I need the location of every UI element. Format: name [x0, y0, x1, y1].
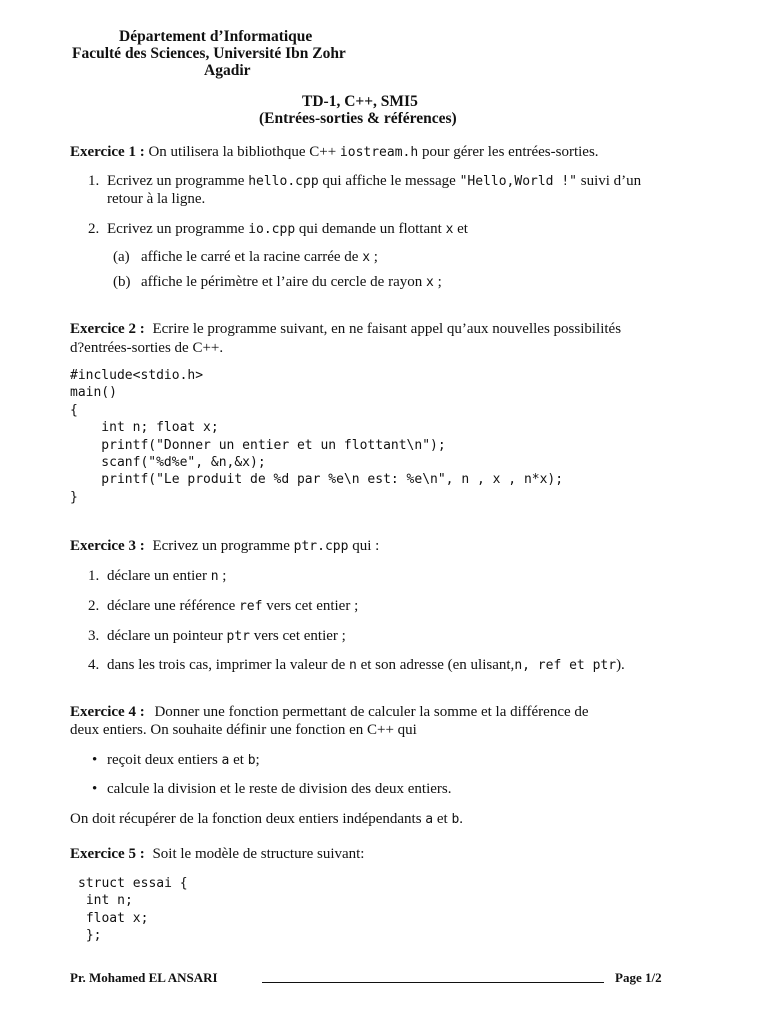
ex3-item-3-end: vers cet entier ;: [253, 628, 346, 644]
ex1-intro-text-end: pour gérer les entrées-sorties.: [421, 144, 599, 160]
ex1-item-2-code-x: x: [445, 222, 454, 237]
exercise-2-intro: [70, 320, 621, 339]
ex4-bullet-1-end: ;: [255, 752, 260, 768]
exercise-1-label: Exercice 1 :: [70, 144, 145, 160]
ex4-closing-text-b: et: [436, 811, 448, 827]
ex4-bullet-1: [107, 751, 260, 770]
ex4-bullet-1-text: reçoit deux entiers: [107, 752, 218, 768]
ex3-item-3-number: 3.: [88, 628, 100, 644]
ex1-item-1-text: Ecrivez un programme: [107, 173, 245, 189]
footer-page-number: Page 1/2: [615, 970, 662, 985]
footer-rule: [262, 982, 604, 983]
ex1-item-1-number: 1.: [88, 173, 100, 189]
ex1-sub-b-label: (b): [113, 274, 131, 290]
ex1-sub-b-text: affiche le périmètre et l’aire du cercle de rayon: [141, 274, 423, 290]
ex1-item-1-code-msg: "Hello,World !": [459, 174, 577, 189]
ex1-sub-b: [141, 273, 442, 292]
department-name: Département d’Informatique: [119, 28, 313, 45]
ex1-intro-text: On utilisera la bibliothque C++: [148, 144, 337, 160]
ex4-bullet-1-code-a: a: [221, 753, 230, 768]
ex3-item-3-code: ptr: [226, 629, 251, 644]
ex3-intro-code: ptr.cpp: [293, 539, 349, 554]
doc-subtitle: (Entrées-sorties & références): [259, 110, 457, 127]
ex3-item-2: [107, 597, 358, 616]
ex4-closing-code-b: b: [451, 812, 460, 827]
ex1-sub-b-end: ;: [437, 274, 442, 290]
ex4-line-2: deux entiers. On souhaite définir une fonction en C++ qui: [70, 722, 417, 738]
ex3-intro-text: Ecrivez un programme: [152, 538, 290, 554]
ex4-closing: [70, 810, 463, 829]
ex1-item-2-code: io.cpp: [248, 222, 296, 237]
ex4-closing-code-a: a: [425, 812, 434, 827]
ex4-closing-end: .: [459, 811, 464, 827]
ex1-sub-a: [141, 248, 378, 267]
ex1-item-1-code: hello.cpp: [248, 174, 319, 189]
ex1-intro-code: iostream.h: [339, 145, 419, 160]
ex2-line-1: Ecrire le programme suivant, en ne faisant appel qu’aux nouvelles possibilités: [152, 321, 622, 337]
bullet-icon: •: [92, 752, 98, 768]
bullet-icon: •: [92, 781, 98, 797]
ex4-closing-text: On doit récupérer de la fonction deux entiers indépendants: [70, 811, 422, 827]
ex4-bullet-1-text-b: et: [233, 752, 244, 768]
ex3-item-4: [107, 656, 625, 675]
ex1-item-2-text: Ecrivez un programme: [107, 221, 245, 237]
ex1-item-1-line2: retour à la ligne.: [107, 191, 206, 207]
ex3-item-4-number: 4.: [88, 657, 100, 673]
ex4-line-1: Donner une fonction permettant de calculer la somme et la différence de: [154, 704, 589, 720]
ex1-item-2-number: 2.: [88, 221, 100, 237]
ex3-item-4-code-n: n: [349, 658, 357, 673]
ex3-item-2-text: déclare une référence: [107, 598, 236, 614]
footer-author: Pr. Mohamed EL ANSARI: [70, 970, 218, 985]
exercise-2-label: Exercice 2 :: [70, 321, 145, 337]
ex3-item-3-text: déclare un pointeur: [107, 628, 223, 644]
ex4-bullet-1-code-b: b: [247, 753, 256, 768]
ex3-item-4-text: dans les trois cas, imprimer la valeur de: [107, 657, 346, 673]
exercise-5-intro: [70, 845, 364, 864]
ex5-intro-text: Soit le modèle de structure suivant:: [152, 846, 365, 862]
faculty-name: Faculté des Sciences, Université Ibn Zohr: [72, 45, 346, 62]
ex1-sub-b-code: x: [425, 275, 434, 290]
ex3-item-4-code-list: n, ref et ptr: [514, 658, 617, 673]
city-name: Agadir: [204, 62, 251, 79]
ex3-item-4-text-b: et son adresse (en ulisant,: [360, 657, 515, 673]
ex1-item-2-text-b: qui demande un flottant: [298, 221, 442, 237]
ex1-sub-a-code: x: [362, 250, 371, 265]
exercise-4-intro: [70, 703, 589, 722]
exercise-3-intro: [70, 537, 379, 556]
doc-title: TD-1, C++, SMI5: [302, 93, 418, 110]
ex3-item-4-end: ).: [616, 657, 625, 673]
ex2-code-block: #include<stdio.h> main() { int n; float x; printf("Donner un entier et un flottant\n"); scanf("%d%e", &n,&x); printf("Le produit de %d par %e\n est: %e\n", n , x , n*x); }: [70, 368, 564, 505]
ex1-item-2-text-c: et: [457, 221, 468, 237]
ex1-item-1-text-c: suivi d’un: [580, 173, 642, 189]
ex3-item-1: [107, 567, 226, 586]
exercise-5-label: Exercice 5 :: [70, 846, 145, 862]
ex4-bullet-2: calcule la division et le reste de division des deux entiers.: [107, 781, 452, 797]
ex2-line-2: d?entrées-sorties de C++.: [70, 340, 224, 356]
ex1-sub-a-end: ;: [373, 249, 378, 265]
ex3-item-3: [107, 627, 346, 646]
ex3-item-1-code: n: [210, 569, 219, 584]
ex1-sub-a-text: affiche le carré et la racine carrée de: [141, 249, 359, 265]
ex3-item-1-end: ;: [222, 568, 227, 584]
ex3-intro-text-end: qui :: [352, 538, 380, 554]
ex5-code-block: struct essai { int n; float x; };: [78, 876, 188, 944]
ex3-item-1-text: déclare un entier: [107, 568, 207, 584]
ex3-item-2-end: vers cet entier ;: [266, 598, 359, 614]
ex1-item-1-text-b: qui affiche le message: [322, 173, 456, 189]
exercise-1-intro: [70, 143, 599, 162]
ex1-item-2: [107, 220, 468, 239]
ex3-item-1-number: 1.: [88, 568, 100, 584]
exercise-4-label: Exercice 4 :: [70, 704, 145, 720]
ex1-sub-a-label: (a): [113, 249, 130, 265]
ex3-item-2-code: ref: [238, 599, 263, 614]
exercise-3-label: Exercice 3 :: [70, 538, 145, 554]
ex3-item-2-number: 2.: [88, 598, 100, 614]
ex1-item-1: [107, 172, 641, 191]
